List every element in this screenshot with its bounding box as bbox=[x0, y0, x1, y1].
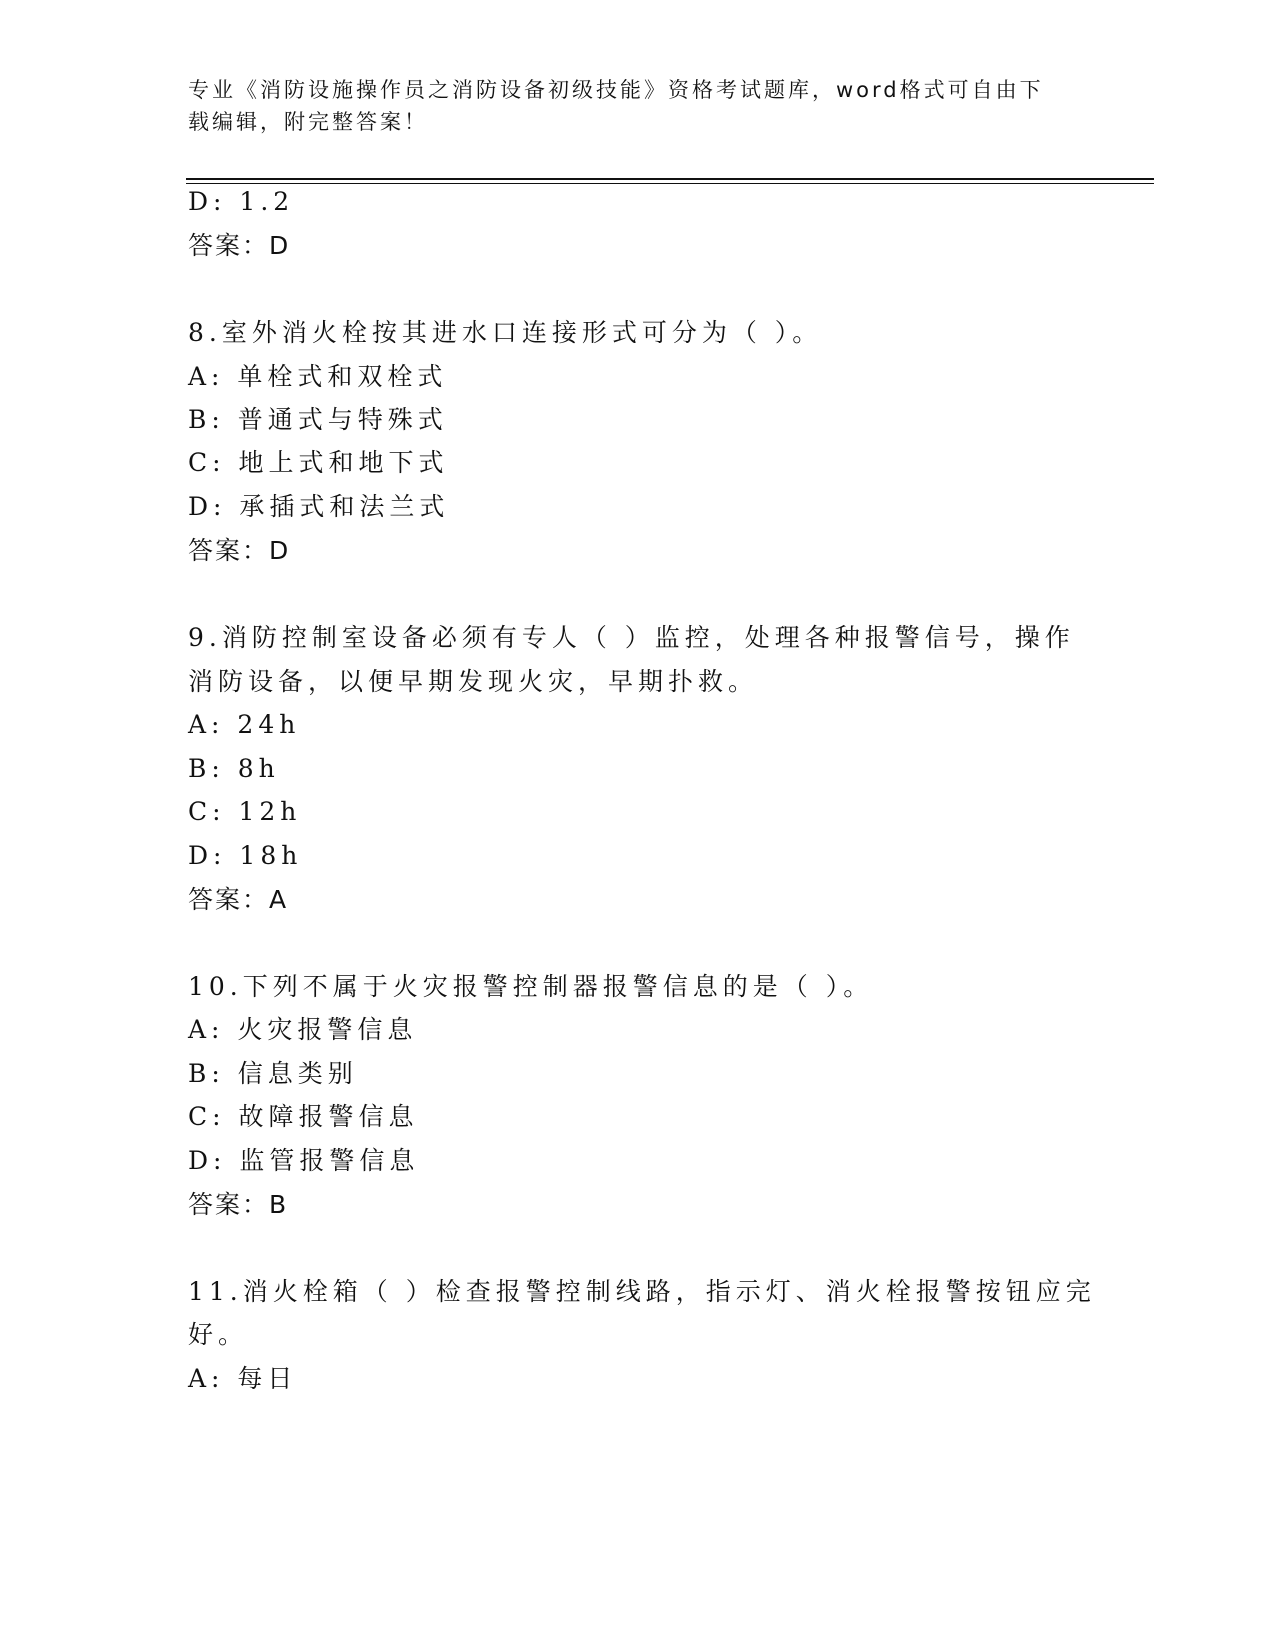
q8-answer: 答案：D bbox=[188, 536, 291, 565]
q10-option-d: D: 监管报警信息 bbox=[188, 1146, 420, 1175]
q9-stem-line-2: 消防设备，以便早期发现火灾，早期扑救。 bbox=[188, 667, 759, 696]
q10-answer: 答案：B bbox=[188, 1190, 289, 1219]
q9-answer: 答案：A bbox=[188, 885, 289, 914]
q11-stem-line-2: 好。 bbox=[188, 1320, 249, 1349]
q8-option-b: B: 普通式与特殊式 bbox=[188, 405, 448, 434]
q10-option-a: A: 火灾报警信息 bbox=[188, 1015, 418, 1044]
q7-answer: 答案：D bbox=[188, 231, 291, 260]
q8-option-d: D: 承插式和法兰式 bbox=[188, 492, 450, 521]
q9-option-b: B: 8h bbox=[188, 754, 280, 783]
q10-option-b: B: 信息类别 bbox=[188, 1059, 358, 1088]
q8-stem: 8.室外消火栓按其进水口连接形式可分为（ ）。 bbox=[188, 318, 823, 347]
q9-option-a: A: 24h bbox=[188, 710, 301, 739]
q11-stem-line-1: 11.消火栓箱（ ）检查报警控制线路，指示灯、消火栓报警按钮应完 bbox=[188, 1277, 1096, 1306]
header-line-2: 载编辑，附完整答案！ bbox=[188, 110, 428, 134]
q9-option-d: D: 18h bbox=[188, 841, 303, 870]
q8-option-a: A: 单栓式和双栓式 bbox=[188, 362, 448, 391]
q9-stem-line-1: 9.消防控制室设备必须有专人（ ）监控，处理各种报警信号，操作 bbox=[188, 623, 1075, 652]
q10-option-c: C: 故障报警信息 bbox=[188, 1102, 419, 1131]
q7-option-d: D: 1.2 bbox=[188, 187, 295, 216]
header-divider-thin bbox=[186, 183, 1154, 184]
document-header bbox=[188, 74, 1088, 138]
q9-option-c: C: 12h bbox=[188, 797, 302, 826]
header-divider bbox=[186, 178, 1154, 180]
header-line-1: 专业《消防设施操作员之消防设备初级技能》资格考试题库，word格式可自由下 bbox=[188, 78, 1044, 102]
q11-option-a: A: 每日 bbox=[188, 1364, 298, 1393]
q10-stem: 10.下列不属于火灾报警控制器报警信息的是（ ）。 bbox=[188, 972, 874, 1001]
q8-option-c: C: 地上式和地下式 bbox=[188, 448, 449, 477]
